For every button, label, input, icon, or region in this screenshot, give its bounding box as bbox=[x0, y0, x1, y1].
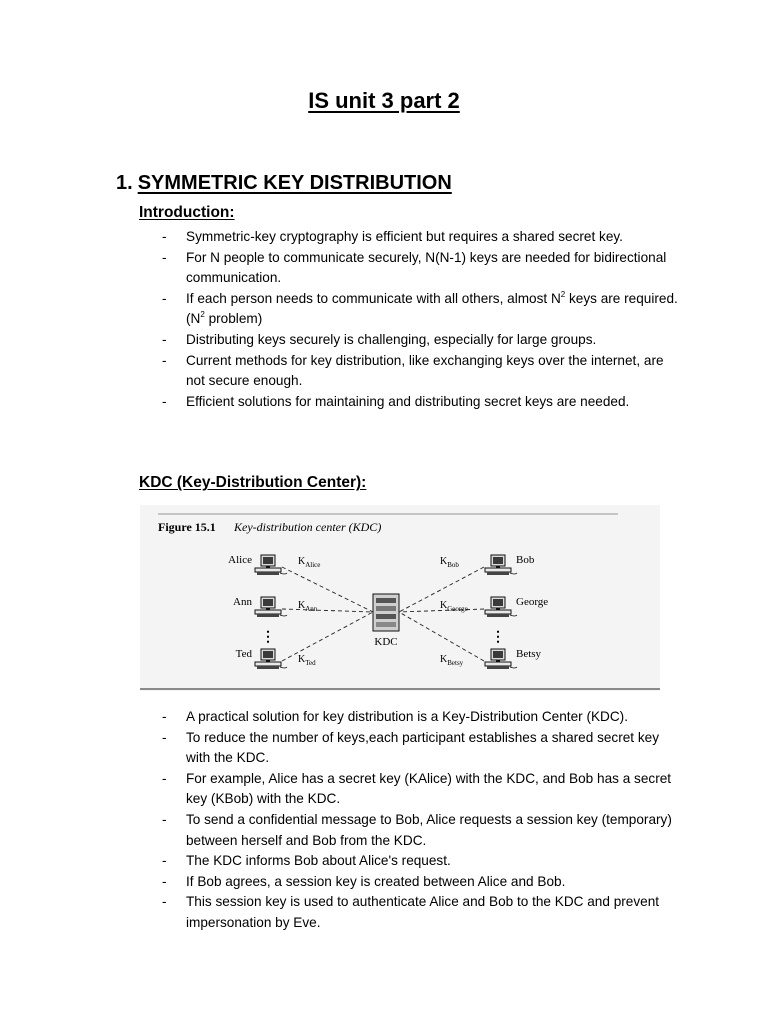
list-item: - If Bob agrees, a session key is created between Alice and Bob. bbox=[160, 872, 680, 893]
participant-label: Bob bbox=[516, 554, 535, 566]
key-label: $K_{Ted}$ bbox=[298, 654, 316, 667]
computer-icon bbox=[255, 597, 287, 617]
list-item: - For N people to communicate securely, N(N-1) keys are needed for bidirectional communication. bbox=[160, 248, 680, 289]
introduction-list bbox=[160, 227, 680, 412]
list-item: - Distributing keys securely is challenging, especially for large groups. bbox=[160, 330, 680, 351]
key-label: $K_{George}$ bbox=[440, 600, 468, 613]
page-title: IS unit 3 part 2 bbox=[308, 88, 460, 113]
list-item: - To send a confidential message to Bob, Alice requests a session key (temporary) between herself and Bob from the KDC. bbox=[160, 810, 680, 851]
list-item: - The KDC informs Bob about Alice's request. bbox=[160, 851, 680, 872]
computer-icon bbox=[485, 597, 517, 617]
kdc-edge bbox=[282, 609, 373, 612]
participant-label: Alice bbox=[228, 554, 252, 566]
section-number: 1. bbox=[116, 172, 133, 194]
list-item-text: problem) bbox=[204, 311, 263, 327]
section-title: SYMMETRIC KEY DISTRIBUTION bbox=[137, 172, 452, 194]
kdc-list bbox=[160, 707, 680, 934]
participant-label: George bbox=[516, 596, 549, 608]
superscript: 2 bbox=[560, 289, 566, 299]
introduction-heading: Introduction: bbox=[139, 204, 235, 221]
key-label: $K_{Alice}$ bbox=[298, 556, 321, 569]
list-item: - For example, Alice has a secret key (KAlice) with the KDC, and Bob has a secret key (KBob) with the KDC. bbox=[160, 769, 680, 810]
kdc-label: KDC bbox=[374, 636, 398, 648]
kdc-figure bbox=[140, 505, 660, 691]
list-item bbox=[160, 289, 680, 330]
figure-label: Figure 15.1 bbox=[158, 520, 216, 534]
key-label: $K_{Betsy}$ bbox=[440, 654, 464, 667]
list-item: - To reduce the number of keys,each participant establishes a shared secret key with the KDC. bbox=[160, 728, 680, 769]
list-item: - A practical solution for key distribution is a Key-Distribution Center (KDC). bbox=[160, 707, 680, 728]
kdc-edge bbox=[282, 612, 373, 661]
kdc-diagram bbox=[140, 505, 660, 691]
list-item: - This session key is used to authenticate Alice and Bob to the KDC and prevent impersonation by Eve. bbox=[160, 892, 680, 933]
kdc-heading: KDC (Key-Distribution Center): bbox=[139, 474, 367, 491]
ellipsis-mark: ⋮ bbox=[261, 630, 275, 645]
computer-icon bbox=[255, 555, 287, 575]
list-item-text: If each person needs to communicate with all others, almost N bbox=[186, 290, 561, 306]
key-label: $K_{Ann}$ bbox=[298, 600, 318, 613]
computer-icon bbox=[255, 649, 287, 669]
list-item: - Symmetric-key cryptography is efficient but requires a shared secret key. bbox=[160, 227, 680, 248]
kdc-server-icon bbox=[373, 594, 399, 631]
list-item: - Current methods for key distribution, like exchanging keys over the internet, are not secure enough. bbox=[160, 351, 680, 392]
participant-label: Betsy bbox=[516, 648, 542, 660]
list-item: - Efficient solutions for maintaining and distributing secret keys are needed. bbox=[160, 392, 680, 413]
figure-caption: Key-distribution center (KDC) bbox=[234, 520, 382, 534]
computer-icon bbox=[485, 555, 517, 575]
ellipsis-mark: ⋮ bbox=[491, 630, 505, 645]
computer-icon bbox=[485, 649, 517, 669]
section-heading bbox=[116, 172, 452, 195]
key-label: $K_{Bob}$ bbox=[440, 556, 459, 569]
participant-label: Ted bbox=[235, 648, 252, 660]
list-item-text: keys are required.(N bbox=[186, 290, 678, 327]
participant-label: Ann bbox=[233, 596, 252, 608]
superscript: 2 bbox=[200, 310, 205, 320]
kdc-edge bbox=[282, 567, 373, 612]
